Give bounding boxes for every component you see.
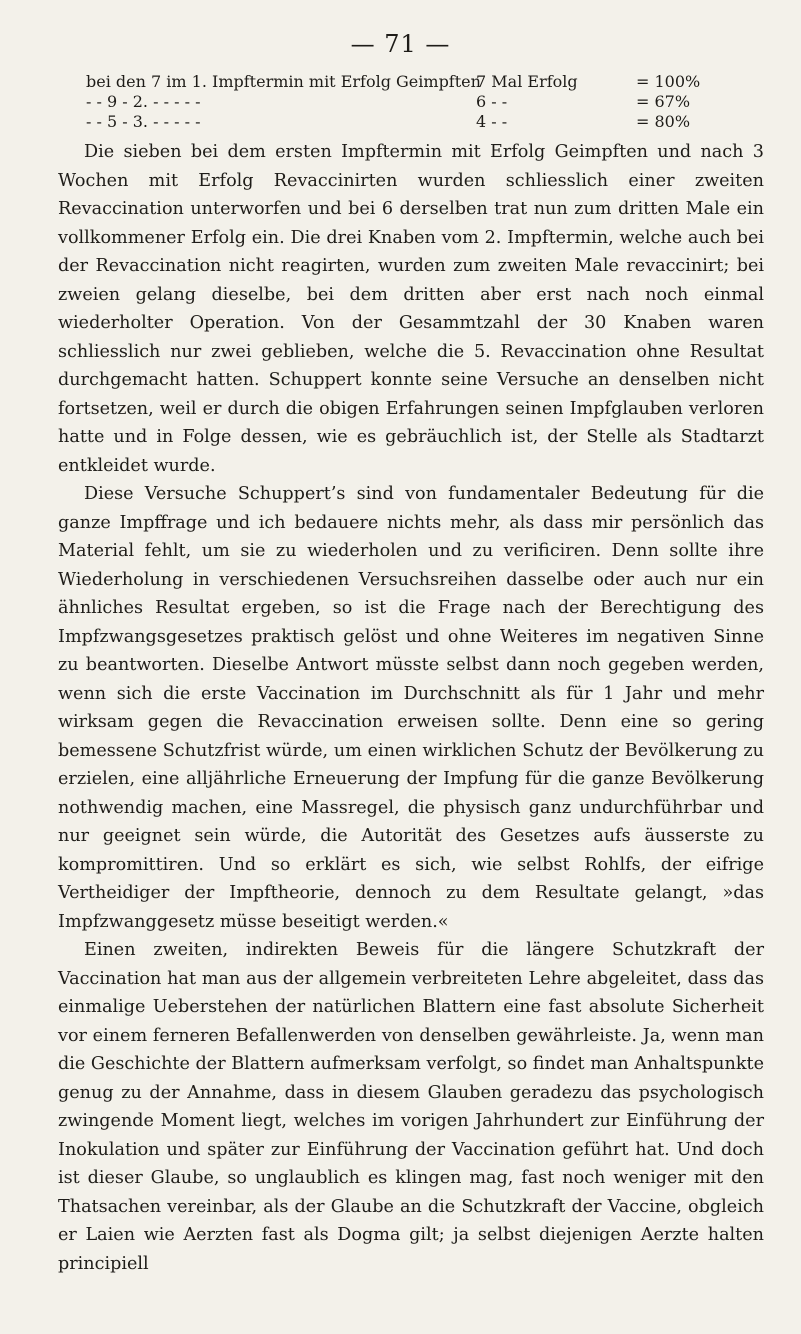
paragraph: Einen zweiten, indirekten Beweis für die längere Schutzkraft der Vaccination hat man aus der allgemein verbreiteten Lehre abgeleitet, dass das einmalige Ueberstehen der natürlichen Blattern eine fast absolute Sicherheit vor einem ferneren Befallenwerden von denselben gewährleiste. Ja, wenn man die Geschichte der Blattern aufmerksam verfolgt, so findet man Anhaltspunkte genug zu der Annahme, dass in diesem Glauben geradezu das psychologisch zwingende Moment liegt, welches im vorigen Jahrhundert zur Einführung der Inokulation und später zur Einführung der Vaccination geführt hat. Und doch ist dieser Glaube, so unglaublich es klingen mag, fast noch weniger mit den Thatsachen vereinbar, als der Glaube an die Schutzkraft der Vaccine, obgleich er Laien wie Aerzten fast als Dogma gilt; ja selbst diejenigen Aerzte halten principiell [58,940,764,1274]
stat-count: 6 - - [476,92,508,111]
paragraph: Die sieben bei dem ersten Impftermin mit Erfolg Geimpften und nach 3 Wochen mit Erfolg Revaccinirten wurden schliesslich einer zweiten Revaccination unterworfen und bei 6 derselben trat nun zum dritten Male ein vollkommener Erfolg ein. Die drei Knaben vom 2. Impftermin, welche auch bei der Revaccination nicht reagirten, wurden zum zweiten Male revaccinirt; bei zweien gelang dieselbe, bei dem dritten aber erst nach noch einmal wiederholter Operation. Von der Gesammtzahl der 30 Knaben waren schliesslich nur zwei geblieben, welche die 5. Revaccination ohne Resultat durchgemacht hatten. Schuppert konnte seine Versuche an denselben nicht fortsetzen, weil er durch die obigen Erfahrungen seinen Impfglauben verloren hatte und in Folge dessen, wie es gebräuchlich ist, der Stelle als Stadtarzt entkleidet wurde. [58,142,764,476]
stat-percent: = 80% [636,112,691,131]
stat-label: bei den 7 im 1. Impftermin mit Erfolg Geimpften [86,72,481,91]
page-number: — 71 — [350,30,451,58]
statistics-table [86,72,746,132]
stat-row [86,112,746,132]
stat-row [86,72,746,92]
stat-count: 4 - - [476,112,508,131]
stat-count: 7 Mal Erfolg [476,72,578,91]
stat-row [86,92,746,112]
stat-label: - - 5 - 3. - - - - - [86,112,201,131]
stat-percent: = 100% [636,72,701,91]
stat-label: - - 9 - 2. - - - - - [86,92,201,111]
paragraph: Diese Versuche Schuppert’s sind von fundamentaler Bedeutung für die ganze Impffrage und ich bedauere nichts mehr, als dass mir persönlich das Material fehlt, um sie zu wiederholen und zu verificiren. Denn sollte ihre Wiederholung in verschiedenen Versuchsreihen dasselbe oder auch nur ein ähnliches Resultat ergeben, so ist die Frage nach der Berechtigung des Impfzwangsgesetzes praktisch gelöst und ohne Weiteres im negativen Sinne zu beantworten. Dieselbe Antwort müsste selbst dann noch gegeben werden, wenn sich die erste Vaccination im Durchschnitt als für 1 Jahr und mehr wirksam gegen die Revaccination erweisen sollte. Denn eine so gering bemessene Schutzfrist würde, um einen wirklichen Schutz der Bevölkerung zu erzielen, eine alljährliche Erneuerung der Impfung für die ganze Bevölkerung nothwendig machen, eine Massregel, die physisch ganz undurchführbar und nur geeignet sein würde, die Autorität des Gesetzes aufs äusserste zu kompromittiren. Und so erklärt es sich, wie selbst Rohlfs, der eifrige Vertheidiger der Impftheorie, dennoch zu dem Resultate gelangt, »das Impfzwanggesetz müsse beseitigt werden.« [58,484,764,932]
stat-percent: = 67% [636,92,691,111]
body-text [58,138,764,1278]
